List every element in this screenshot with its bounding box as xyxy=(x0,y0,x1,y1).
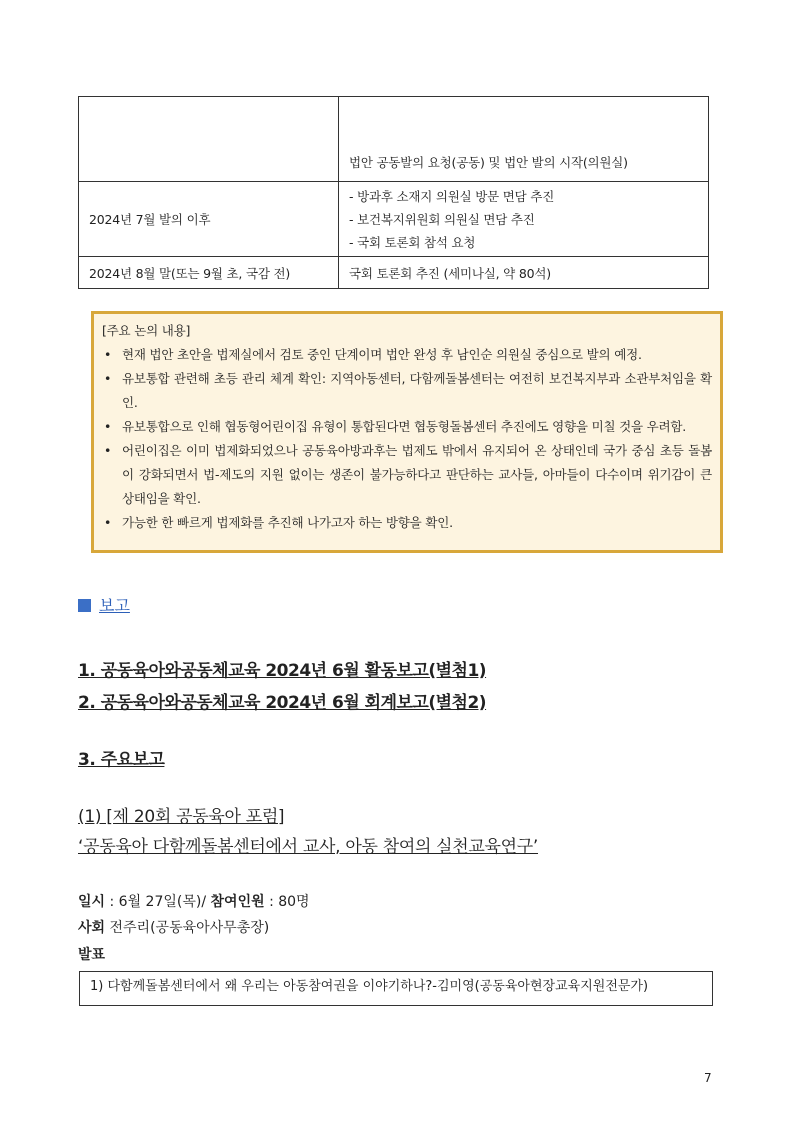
presentation-item: 1) 다함께돌봄센터에서 왜 우리는 아동참여권을 이야기하나?-김미영(공동육아현장교육지원전문가) xyxy=(90,979,649,994)
date-value: : 6월 27일(목)/ xyxy=(105,894,211,910)
discussion-item: • 유보통합 관련해 초등 관리 체계 확인: 지역아동센터, 다함께돌봄센터는 여전히 보건복지부과 소관부처임을 확인. xyxy=(102,367,712,415)
schedule-action-item: - 방과후 소재지 의원실 방문 면담 추진 xyxy=(349,188,555,204)
attend-value: : 80명 xyxy=(264,894,310,910)
discussion-list xyxy=(102,343,712,535)
forum-subtitle: ‘공동육아 다함께돌봄센터에서 교사, 아동 참여의 실천교육연구’ xyxy=(78,837,539,857)
host-label: 사회 xyxy=(78,920,106,936)
schedule-action-item: - 보건복지위원회 의원실 면담 추진 xyxy=(349,211,535,227)
presentation-label-line xyxy=(78,944,105,964)
schedule-action xyxy=(339,97,709,182)
forum-date-line xyxy=(78,891,310,911)
accounting-report-title: 2. 공동육아와공동체교육 2024년 6월 회계보고(별첨2) xyxy=(78,693,487,713)
discussion-heading: [주요 논의 내용] xyxy=(102,323,191,338)
schedule-row xyxy=(79,182,709,257)
schedule-action xyxy=(339,182,709,257)
schedule-action-text: 법안 공동발의 요청(공동) 및 법안 발의 시작(의원실) xyxy=(349,155,628,170)
activity-report-title: 1. 공동육아와공동체교육 2024년 6월 활동보고(별첨1) xyxy=(78,661,487,681)
schedule-action-item: - 국회 토론회 참석 요청 xyxy=(349,234,476,250)
schedule-row xyxy=(79,257,709,289)
report-heading xyxy=(78,593,130,616)
schedule-date xyxy=(79,97,339,182)
host-value: 전주리(공동육아사무총장) xyxy=(105,920,270,936)
forum-title: (1) [제 20회 공동육아 포럼] xyxy=(78,807,285,827)
presentation-label: 발표 xyxy=(78,947,106,963)
schedule-date: 2024년 7월 발의 이후 xyxy=(79,182,339,257)
major-report-title: 3. 주요보고 xyxy=(78,750,165,770)
schedule-action-text: 국회 토론회 추진 (세미나실, 약 80석) xyxy=(349,265,551,281)
forum-host-line xyxy=(78,917,269,937)
discussion-box xyxy=(91,311,723,553)
square-bullet-icon xyxy=(78,599,91,612)
page-number: 7 xyxy=(704,1071,712,1085)
schedule-date: 2024년 8월 말(또는 9월 초, 국감 전) xyxy=(79,257,339,289)
discussion-item: • 유보통합으로 인해 협동형어린이집 유형이 통합된다면 협동형돌봄센터 추진에도 영향을 미칠 것을 우려함. xyxy=(102,415,712,439)
discussion-item: • 가능한 한 빠르게 법제화를 추진해 나가고자 하는 방향을 확인. xyxy=(102,511,712,535)
discussion-item: • 어린이집은 이미 법제화되었으나 공동육아방과후는 법제도 밖에서 유지되어 온 상태인데 국가 중심 초등 돌봄이 강화되면서 법-제도의 지원 없이는 생존이 불가능하다고 판단하는 교사들, 아마들이 다수이며 위기감이 큰 상태임을 확인. xyxy=(102,439,712,511)
report-heading-label: 보고 xyxy=(99,596,130,615)
schedule-row xyxy=(79,97,709,182)
date-label: 일시 xyxy=(78,894,106,910)
presentation-box xyxy=(79,971,713,1006)
schedule-table xyxy=(78,96,709,289)
discussion-item: • 현재 법안 초안을 법제실에서 검토 중인 단계이며 법안 완성 후 남인순 의원실 중심으로 발의 예정. xyxy=(102,343,712,367)
schedule-action xyxy=(339,257,709,289)
attend-label: 참여인원 xyxy=(210,894,265,910)
